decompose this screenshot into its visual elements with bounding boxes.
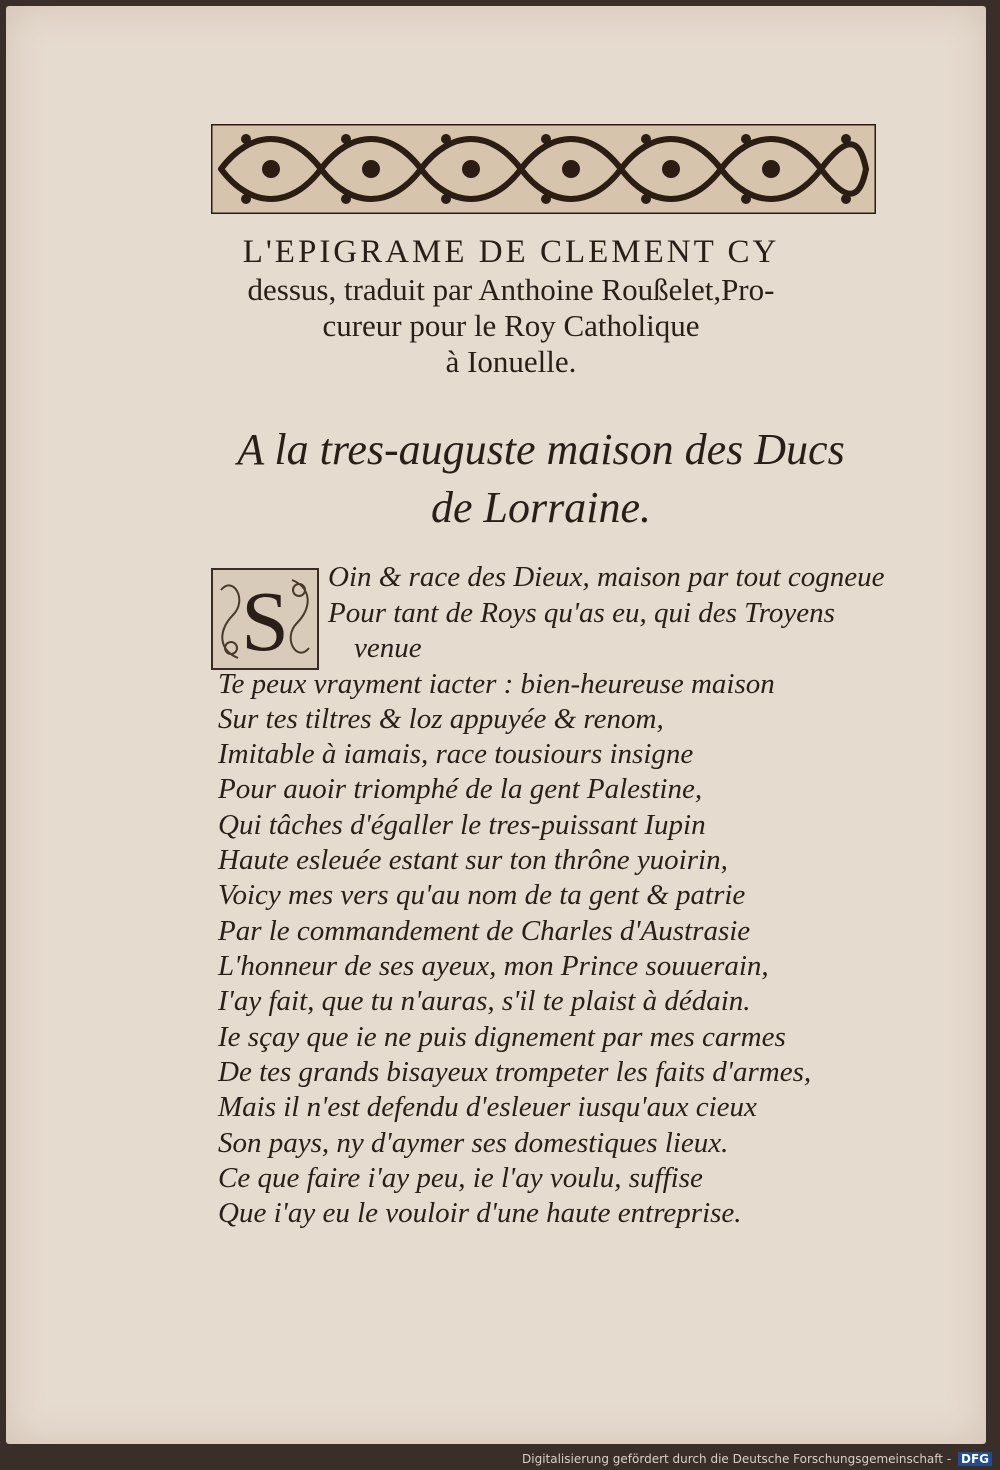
heading-line-3: cureur pour le Roy Catholique (322, 308, 700, 343)
poem-line: Son pays, ny d'aymer ses domestiques lieux. (218, 1127, 729, 1159)
poem-line: Imitable à iamais, race tousiours insigne (218, 738, 694, 770)
heading-line-4: à Ionuelle. (445, 344, 577, 379)
poem-line: Te peux vrayment iacter : bien-heureuse maison (218, 668, 775, 700)
poem-line: L'honneur de ses ayeux, mon Prince souuerain, (218, 950, 769, 982)
poem-line: Oin & race des Dieux, maison par tout cogneue (328, 561, 885, 593)
poem-line: Ie sçay que ie ne puis dignement par mes carmes (218, 1021, 786, 1053)
poem-line: Qui tâches d'égaller le tres-puissant Iupin (218, 809, 706, 841)
book-page (6, 6, 986, 1444)
credit-text: Digitalisierung gefördert durch die Deutsche Forschungsgemeinschaft - (522, 1452, 952, 1466)
poem-line: Haute esleuée estant sur ton thrône yuoirin, (218, 844, 728, 876)
digitization-credit (522, 1452, 992, 1466)
heading-line-1: L'EPIGRAME DE CLEMENT CY (242, 234, 780, 270)
ornamental-headpiece (211, 124, 876, 214)
poem-line: Ce que faire i'ay peu, ie l'ay voulu, suffise (218, 1162, 703, 1194)
svg-text:S: S (241, 573, 289, 669)
dedication-title (226, 421, 856, 537)
poem-line: Voicy mes vers qu'au nom de ta gent & patrie (218, 879, 746, 911)
poem-line: Par le commandement de Charles d'Austrasie (218, 915, 751, 947)
dedication-line-1: A la tres-auguste maison des Ducs (237, 425, 845, 474)
decorated-initial (211, 568, 319, 670)
poem-line: venue (354, 632, 422, 664)
dedication-line-2: de Lorraine. (431, 483, 651, 532)
poem-line: Pour tant de Roys qu'as eu, qui des Troyens (328, 597, 835, 629)
poem-line: Mais il n'est defendu d'esleuer iusqu'aux cieux (218, 1091, 757, 1123)
poem-line: Sur tes tiltres & loz appuyée & renom, (218, 703, 664, 735)
poem-line: De tes grands bisayeux trompeter les faits d'armes, (218, 1056, 812, 1088)
poem-line: Que i'ay eu le vouloir d'une haute entreprise. (218, 1197, 742, 1229)
dfg-logo: DFG (958, 1452, 992, 1466)
poem-line: Pour auoir triomphé de la gent Palestine, (218, 773, 703, 805)
poem-line: I'ay fait, que tu n'auras, s'il te plaist à dédain. (218, 985, 751, 1017)
epigram-heading (156, 232, 866, 380)
heading-line-2: dessus, traduit par Anthoine Roußelet,Pro- (247, 272, 775, 307)
